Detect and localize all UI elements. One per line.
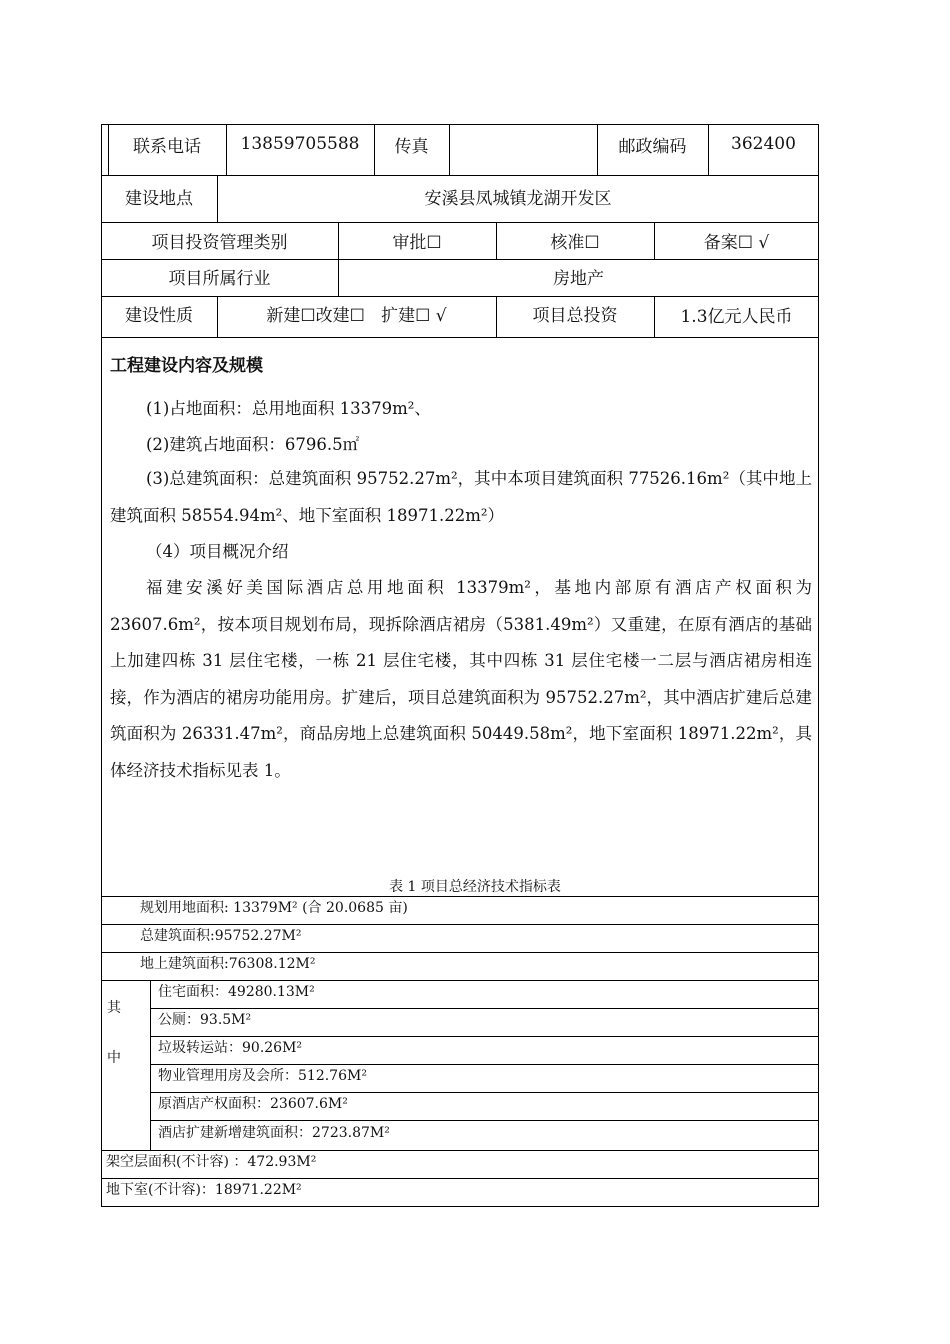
industry-value: 房地产 xyxy=(553,268,604,289)
approval-option: 审批☐ xyxy=(392,233,442,253)
overview-paragraph: 福建安溪好美国际酒店总用地面积 13379m²，基地内部原有酒店产权面积为 23607.6m²，按本项目规划布局，现拆除酒店裙房（5381.49m²）又重建，在原有酒店的基础上加建四栋 31 层住宅楼，一栋 21 层住宅楼，其中四栋 31 层住宅楼一二层与酒店裙房相连接，作为酒店的裙房功能用房。扩建后，项目总建筑面积为 95752.27m²，其中酒店扩建后总建筑面积为 26331.47m²，商品房地上总建筑面积 50449.58m²，地下室面积 18971.22m²，具体经济技术指标见表 1。 xyxy=(110,578,812,780)
section-heading: 工程建设内容及规模 xyxy=(110,356,263,376)
total-invest-label: 项目总投资 xyxy=(532,305,618,326)
table-row: 架空层面积(不计容) ：472.93M² xyxy=(106,1154,317,1170)
table-row: 公厕：93.5M² xyxy=(158,1012,252,1028)
record-option: 备案☐ √ xyxy=(703,233,770,253)
table-row: 住宅面积：49280.13M² xyxy=(158,984,315,1000)
phone-value: 13859705588 xyxy=(240,134,360,154)
table-row: 原酒店产权面积：23607.6M² xyxy=(158,1096,348,1112)
table-row: 物业管理用房及会所：512.76M² xyxy=(158,1068,367,1084)
verify-option: 核准☐ xyxy=(550,233,600,253)
item-4: （4）项目概况介绍 xyxy=(146,542,289,561)
item-1: (1)占地面积：总用地面积 13379m²、 xyxy=(146,399,431,418)
rule xyxy=(101,337,819,338)
fax-value xyxy=(449,124,597,164)
invest-mgmt-label: 项目投资管理类别 xyxy=(151,233,288,253)
industry-label: 项目所属行业 xyxy=(168,268,271,289)
fax-label: 传真 xyxy=(394,136,429,157)
table-row: 地下室(不计容)：18971.22M² xyxy=(106,1182,302,1198)
rule xyxy=(150,1120,819,1121)
nature-label: 建设性质 xyxy=(125,305,193,326)
table-side-label: 其 xyxy=(107,1000,121,1016)
table-row: 地上建筑面积:76308.12M² xyxy=(140,956,316,972)
rule xyxy=(150,980,151,1150)
table-row: 酒店扩建新增建筑面积：2723.87M² xyxy=(158,1125,390,1141)
item-2: (2)建筑占地面积：6796.5㎡ xyxy=(146,435,360,454)
table-row: 总建筑面积:95752.27M² xyxy=(140,928,302,944)
postcode-label: 邮政编码 xyxy=(618,136,687,157)
item-3: (3)总建筑面积：总建筑面积 95752.27m²，其中本项目建筑面积 77526.16m²（其中地上建筑面积 58554.94m²、地下室面积 18971.22m²） xyxy=(110,469,812,525)
table-caption: 表 1 项目总经济技术指标表 xyxy=(389,879,561,895)
site-label: 建设地点 xyxy=(125,188,193,209)
nature-options: 新建☐改建☐ 扩建☐ √ xyxy=(266,305,447,326)
postcode-value: 362400 xyxy=(731,134,796,154)
table-row: 垃圾转运站：90.26M² xyxy=(158,1040,303,1056)
table-side-label: 中 xyxy=(107,1050,121,1066)
total-invest-value: 1.3亿元人民币 xyxy=(680,306,793,327)
table-row: 规划用地面积: 13379M² (合 20.0685 亩) xyxy=(140,900,408,916)
corner-mark xyxy=(101,124,108,125)
site-value: 安溪县凤城镇龙湖开发区 xyxy=(424,188,612,209)
phone-label: 联系电话 xyxy=(133,136,201,157)
